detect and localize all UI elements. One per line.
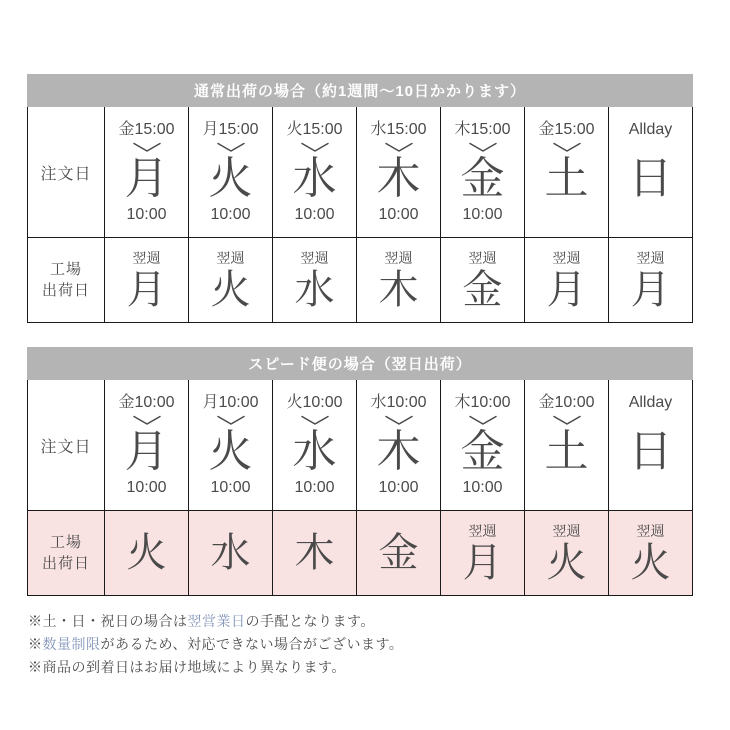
down-chevron-icon: [552, 142, 582, 153]
order-window-start: Allday: [628, 120, 673, 138]
order-day: 土: [544, 426, 589, 476]
ship-day: 火: [210, 267, 251, 312]
order-day: 火: [208, 426, 253, 476]
order-window-start: 金10:00: [538, 393, 595, 411]
order-cell: [609, 380, 693, 511]
order-day: 月: [124, 153, 169, 203]
factory-ship-row: [28, 238, 693, 323]
ship-day: 木: [294, 531, 335, 575]
order-window-end: 10:00: [462, 479, 503, 497]
order-day: 火: [208, 153, 253, 203]
ship-row-label: 工場 出荷日: [28, 511, 105, 596]
order-cell: [189, 380, 273, 511]
ship-cell: [273, 511, 357, 596]
order-window-start: 木15:00: [454, 120, 511, 138]
next-week-label: 翌週: [300, 249, 329, 266]
next-week-label: 翌週: [636, 249, 665, 266]
footnote-arrival-date: ※商品の到着日はお届け地域により異なります。: [28, 659, 346, 675]
order-row-label: 注文日: [28, 380, 105, 511]
order-cell: [525, 107, 609, 238]
next-business-day-text: 翌営業日: [187, 613, 246, 629]
order-window-end: 10:00: [126, 479, 167, 497]
order-cell: [357, 380, 441, 511]
order-day: 日: [628, 426, 673, 476]
order-day-row: [28, 380, 693, 511]
order-day: 木: [376, 426, 421, 476]
ship-day: 木: [378, 267, 419, 312]
down-chevron-icon: [132, 415, 162, 426]
order-day-row: [28, 107, 693, 238]
order-cell: [357, 107, 441, 238]
order-cell: [525, 380, 609, 511]
down-chevron-icon: [300, 142, 330, 153]
order-window-end: 10:00: [378, 206, 419, 224]
ship-cell: [189, 511, 273, 596]
order-day: 日: [628, 153, 673, 203]
order-window-end: 10:00: [294, 206, 335, 224]
ship-day: 水: [210, 531, 251, 575]
ship-row-label: 工場 出荷日: [28, 238, 105, 323]
order-cell: [441, 380, 525, 511]
order-cell: [189, 107, 273, 238]
order-cell: [441, 107, 525, 238]
order-window-start: 金15:00: [538, 120, 595, 138]
order-window-end: 10:00: [210, 206, 251, 224]
next-week-label: 翌週: [384, 249, 413, 266]
next-week-label: 翌週: [468, 522, 497, 539]
down-chevron-icon: [216, 142, 246, 153]
speed-shipping-table: [27, 380, 693, 596]
ship-cell: [105, 511, 189, 596]
footnotes: [28, 610, 708, 679]
ship-day: 火: [126, 531, 167, 575]
order-day: 金: [460, 426, 505, 476]
order-day: 月: [124, 426, 169, 476]
next-week-label: 翌週: [552, 522, 581, 539]
normal-shipping-table: [27, 107, 693, 323]
order-window-end: 10:00: [210, 479, 251, 497]
ship-cell: [525, 238, 609, 323]
order-cell: [105, 107, 189, 238]
order-day: 土: [544, 153, 589, 203]
order-day: 金: [460, 153, 505, 203]
footnote-quantity-limit: ※数量制限があるため、対応できない場合がございます。: [28, 636, 404, 652]
order-window-end: 10:00: [462, 206, 503, 224]
ship-cell: [273, 238, 357, 323]
order-cell: [609, 107, 693, 238]
order-window-end: 10:00: [294, 479, 335, 497]
order-window-start: 木10:00: [454, 393, 511, 411]
order-window-start: 金10:00: [118, 393, 175, 411]
ship-day: 月: [630, 267, 671, 312]
order-window-start: 月10:00: [202, 393, 259, 411]
order-window-end: 10:00: [378, 479, 419, 497]
ship-day: 金: [378, 531, 419, 575]
ship-cell: [357, 511, 441, 596]
ship-cell: [609, 511, 693, 596]
order-window-start: 金15:00: [118, 120, 175, 138]
down-chevron-icon: [468, 415, 498, 426]
order-day: 水: [292, 153, 337, 203]
order-window-start: Allday: [628, 393, 673, 411]
order-window-start: 火10:00: [286, 393, 343, 411]
order-window-start: 水15:00: [370, 120, 427, 138]
down-chevron-icon: [552, 415, 582, 426]
next-week-label: 翌週: [132, 249, 161, 266]
ship-day: 月: [546, 267, 587, 312]
ship-day: 月: [126, 267, 167, 312]
next-week-label: 翌週: [216, 249, 245, 266]
speed-shipping-header: スピード便の場合（翌日出荷）: [27, 347, 693, 380]
next-week-label: 翌週: [636, 522, 665, 539]
order-window-end: 10:00: [126, 206, 167, 224]
order-cell: [105, 380, 189, 511]
down-chevron-icon: [300, 415, 330, 426]
footnote-holiday: ※土・日・祝日の場合は翌営業日の手配となります。: [28, 613, 375, 629]
speed-shipping-section: [27, 347, 693, 596]
ship-cell: [441, 238, 525, 323]
normal-shipping-section: [27, 74, 693, 323]
down-chevron-icon: [132, 142, 162, 153]
ship-day: 月: [462, 540, 503, 585]
next-week-label: 翌週: [468, 249, 497, 266]
quantity-limit-text: 数量制限: [42, 636, 101, 652]
down-chevron-icon: [216, 415, 246, 426]
ship-cell: [525, 511, 609, 596]
ship-day: 金: [462, 267, 503, 312]
order-window-start: 火15:00: [286, 120, 343, 138]
order-cell: [273, 380, 357, 511]
factory-ship-row-highlighted: [28, 511, 693, 596]
down-chevron-icon: [468, 142, 498, 153]
order-window-start: 月15:00: [202, 120, 259, 138]
next-week-label: 翌週: [552, 249, 581, 266]
order-day: 木: [376, 153, 421, 203]
down-chevron-icon: [384, 142, 414, 153]
ship-day: 火: [630, 540, 671, 585]
normal-shipping-header: 通常出荷の場合（約1週間～10日かかります）: [27, 74, 693, 107]
ship-cell: [105, 238, 189, 323]
down-chevron-icon: [384, 415, 414, 426]
ship-cell: [189, 238, 273, 323]
ship-cell: [609, 238, 693, 323]
order-row-label: 注文日: [28, 107, 105, 238]
order-cell: [273, 107, 357, 238]
order-window-start: 水10:00: [370, 393, 427, 411]
ship-day: 水: [294, 267, 335, 312]
order-day: 水: [292, 426, 337, 476]
ship-cell: [441, 511, 525, 596]
ship-cell: [357, 238, 441, 323]
ship-day: 火: [546, 540, 587, 585]
